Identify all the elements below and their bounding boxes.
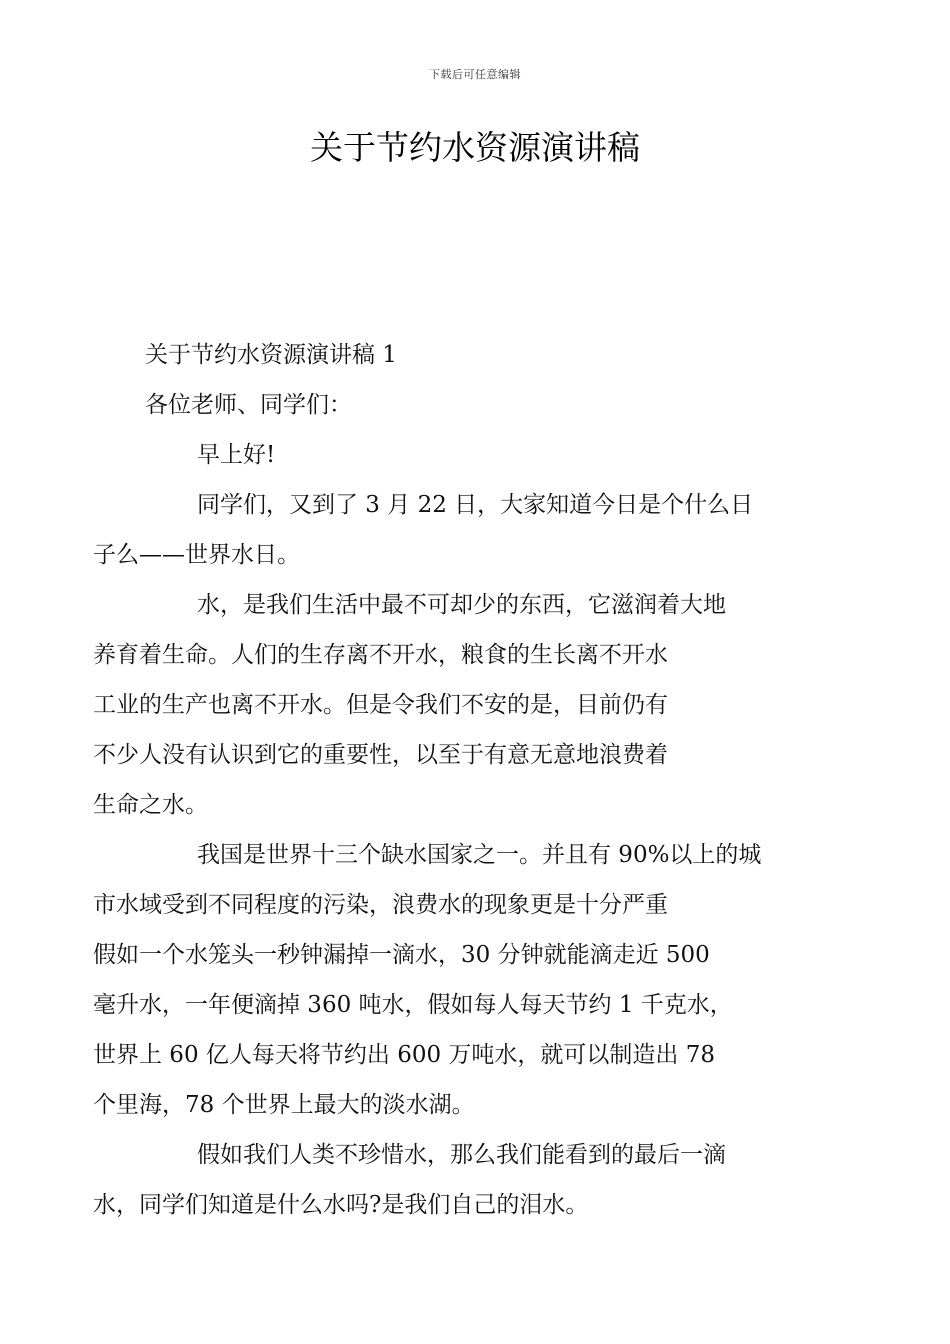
paragraph-line: 生命之水。	[93, 792, 208, 818]
document-body	[93, 330, 810, 1230]
paragraph-line: 市水域受到不同程度的污染，浪费水的现象更是十分严重	[93, 892, 668, 918]
paragraph-statistics	[93, 830, 810, 1130]
page-title: 关于节约水资源演讲稿	[310, 128, 640, 167]
salutation: 各位老师、同学们：	[145, 392, 352, 418]
paragraph-line: 水，同学们知道是什么水吗?是我们自己的泪水。	[93, 1192, 589, 1218]
paragraph-line: 假如一个水笼头一秒钟漏掉一滴水，30 分钟就能滴走近 500	[93, 942, 710, 968]
paragraph-line: 子么——世界水日。	[93, 542, 300, 568]
paragraph-water-day	[93, 480, 810, 580]
paragraph-line: 养育着生命。人们的生存离不开水，粮食的生长离不开水	[93, 642, 668, 668]
section-heading: 关于节约水资源演讲稿 1	[145, 342, 397, 368]
paragraph-line: 同学们，又到了 3 月 22 日，大家知道今日是个什么日	[197, 492, 754, 518]
paragraph-line: 不少人没有认识到它的重要性，以至于有意无意地浪费着	[93, 742, 668, 768]
paragraph-line: 个里海，78 个世界上最大的淡水湖。	[93, 1092, 475, 1118]
paragraph-line: 早上好!	[197, 442, 276, 468]
header-note: 下载后可任意编辑	[429, 68, 521, 81]
paragraph-line: 毫升水，一年便滴掉 360 吨水，假如每人每天节约 1 千克水，	[93, 992, 733, 1018]
paragraph-importance	[93, 580, 810, 830]
paragraph-line: 我国是世界十三个缺水国家之一。并且有 90%以上的城	[197, 842, 762, 868]
paragraph-line: 世界上 60 亿人每天将节约出 600 万吨水，就可以制造出 78	[93, 1042, 715, 1068]
paragraph-line: 假如我们人类不珍惜水，那么我们能看到的最后一滴	[197, 1142, 726, 1168]
paragraph-greeting	[145, 430, 810, 480]
paragraph-line: 水，是我们生活中最不可却少的东西，它滋润着大地	[197, 592, 726, 618]
paragraph-last-drop	[93, 1130, 810, 1230]
paragraph-line: 工业的生产也离不开水。但是令我们不安的是，目前仍有	[93, 692, 668, 718]
